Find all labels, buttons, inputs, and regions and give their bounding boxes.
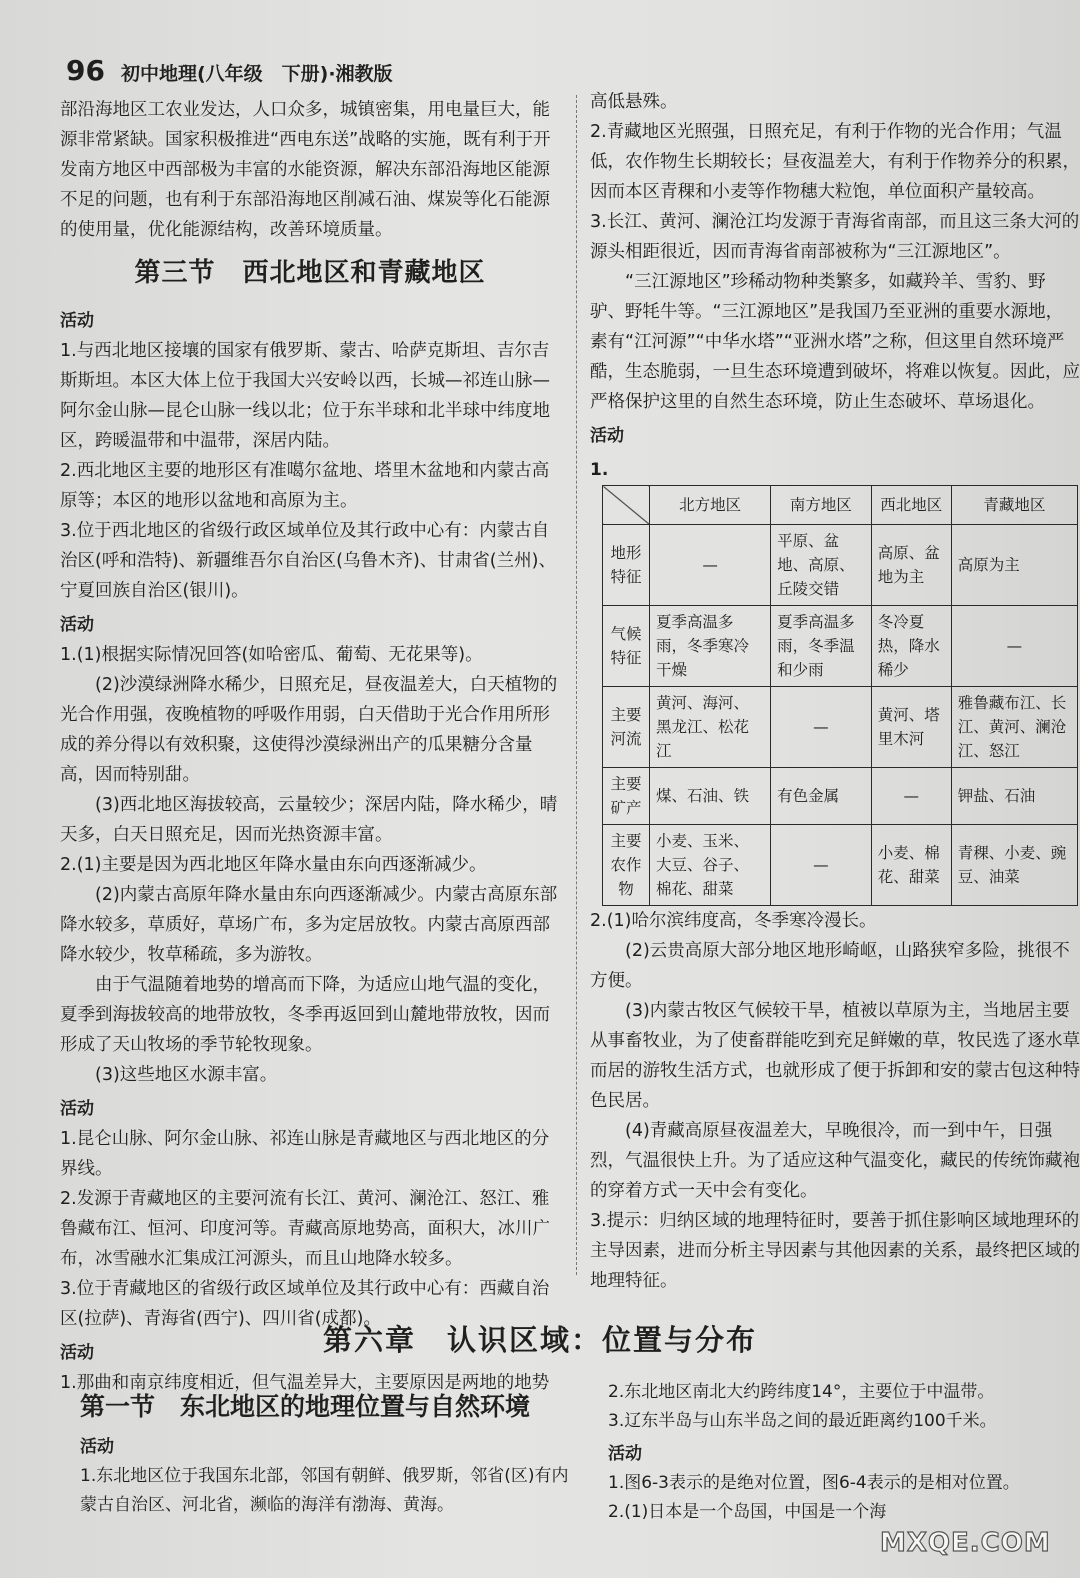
table-cell: 夏季高温多雨，冬季温和少雨 xyxy=(771,606,872,687)
region-comparison-table xyxy=(602,485,1078,906)
table-header: 青藏地区 xyxy=(951,486,1077,525)
answer-paragraph: 1.东北地区位于我国东北部，邻国有朝鲜、俄罗斯，邻省(区)有内蒙古自治区、河北省，濒临的海洋有渤海、黄海。 xyxy=(80,1466,569,1515)
answer-paragraph: (4)青藏高原昼夜温差大，早晚很冷，而一到中午，日强烈，气温很快上升。为了适应这种气温变化，藏民的传统饰藏袍的穿着方式一天中会有变化。 xyxy=(590,1121,1080,1201)
answer-paragraph: 由于气温随着地势的增高而下降，为适应山地气温的变化，夏季到海拔较高的地带放牧，冬季再返回到山麓地带放牧，因而形成了天山牧场的季节轮牧现象。 xyxy=(60,975,550,1055)
answer-paragraph: 2.(1)日本是一个岛国，中国是一个海 xyxy=(608,1502,887,1522)
table-cell: 青稞、小麦、豌豆、油菜 xyxy=(951,825,1077,906)
table-row xyxy=(603,825,1078,906)
table-cell: — xyxy=(951,606,1077,687)
row-label: 主要农作物 xyxy=(603,825,650,906)
table-cell: 黄河、海河、黑龙江、松花江 xyxy=(650,687,771,768)
table-header: 西北地区 xyxy=(871,486,951,525)
table-header: 南方地区 xyxy=(771,486,872,525)
table-cell: 钾盐、石油 xyxy=(951,768,1077,825)
answer-paragraph: (2)沙漠绿洲降水稀少，日照充足，昼夜温差大，白天植物的光合作用强，夜晚植物的呼吸作用弱，白天借助于光合作用所形成的养分得以有效积聚，这使得沙漠绿洲出产的瓜果糖分含量高，因而特别甜。 xyxy=(60,675,558,785)
answer-paragraph: 2.(1)哈尔滨纬度高，冬季寒冷漫长。 xyxy=(590,911,877,931)
answer-paragraph: (3)内蒙古牧区气候较干旱，植被以草原为主，当地居主要从事畜牧业，为了使畜群能吃到充足鲜嫩的草，牧民选了逐水草而居的游牧生活方式，也就形成了便于拆卸和安的蒙古包这种特色民居。 xyxy=(590,1001,1080,1111)
activity-label: 活动 xyxy=(60,1343,94,1363)
watermark: MXQE.COM xyxy=(880,1528,1051,1558)
left-column xyxy=(60,95,560,1398)
table-cell: 高原、盆地为主 xyxy=(871,525,951,606)
answer-paragraph: 2.发源于青藏地区的主要河流有长江、黄河、澜沧江、怒江、雅鲁藏布江、恒河、印度河等。青藏高原地势高，面积大，冰川广布，冰雪融水汇集成江河源头，而且山地降水较多。 xyxy=(60,1189,550,1269)
answer-paragraph: 1.(1)根据实际情况回答(如哈密瓜、葡萄、无花果等)。 xyxy=(60,645,483,665)
table-cell: 黄河、塔里木河 xyxy=(871,687,951,768)
answer-paragraph: 3.提示：归纳区域的地理特征时，要善于抓住影响区域地理环的主导因素，进而分析主导因素与其他因素的关系，最终把区域的地理特征。 xyxy=(590,1211,1080,1291)
table-cell: 夏季高温多雨，冬季寒冷干燥 xyxy=(650,606,771,687)
table-cell: — xyxy=(871,768,951,825)
table-cell: 冬冷夏热，降水稀少 xyxy=(871,606,951,687)
column-divider xyxy=(576,95,577,1275)
answer-paragraph: 高低悬殊。 xyxy=(590,92,678,112)
activity-label: 活动 xyxy=(60,311,94,331)
answer-paragraph: 2.西北地区主要的地形区有准噶尔盆地、塔里木盆地和内蒙古高原等；本区的地形以盆地和高原为主。 xyxy=(60,461,550,511)
activity-label: 活动 xyxy=(590,426,624,446)
answer-paragraph: “三江源地区”珍稀动物种类繁多，如藏羚羊、雪豹、野驴、野牦牛等。“三江源地区”是我国乃至亚洲的重要水源地，素有“江河源”“中华水塔”“亚洲水塔”之称，但这里自然环境严酷，生态脆弱，一旦生态环境遭到破坏，将难以恢复。因此，应严格保护这里的自然生态环境，防止生态破坏、草场退化。 xyxy=(590,272,1080,412)
table-row xyxy=(603,687,1078,768)
answer-paragraph: 1.昆仑山脉、阿尔金山脉、祁连山脉是青藏地区与西北地区的分界线。 xyxy=(60,1129,550,1179)
answer-paragraph: 1.那曲和南京纬度相近，但气温差异大，主要原因是两地的地势 xyxy=(60,1373,550,1393)
answer-paragraph: 2.东北地区南北大约跨纬度14°，主要位于中温带。 xyxy=(608,1382,995,1402)
page-header xyxy=(66,54,393,90)
table-header-row xyxy=(603,486,1078,525)
table-cell: 小麦、棉花、甜菜 xyxy=(871,825,951,906)
section-title: 第三节 西北地区和青藏地区 xyxy=(134,258,486,288)
table-row xyxy=(603,768,1078,825)
table-row xyxy=(603,525,1078,606)
answer-paragraph: 3.位于青藏地区的省级行政区域单位及其行政中心有：西藏自治区(拉萨)、青海省(西宁)、四川省(成都)。 xyxy=(60,1279,550,1329)
answer-paragraph: (2)云贵高原大部分地区地形崎岖，山路狭窄多险，挑很不方便。 xyxy=(590,941,1070,991)
answer-paragraph: 1.图6-3表示的是绝对位置，图6-4表示的是相对位置。 xyxy=(608,1473,1020,1493)
answer-paragraph: 3.辽东半岛与山东半岛之间的最近距离约100千米。 xyxy=(608,1411,997,1431)
activity-label: 活动 xyxy=(60,1099,94,1119)
book-title: 初中地理(八年级 下册)·湘教版 xyxy=(120,63,393,85)
row-label: 气候特征 xyxy=(603,606,650,687)
activity-label: 活动 xyxy=(80,1437,114,1457)
table-cell: 煤、石油、铁 xyxy=(650,768,771,825)
answer-paragraph: (2)内蒙古高原年降水量由东向西逐渐减少。内蒙古高原东部降水较多，草质好，草场广布，多为定居放牧。内蒙古高原西部降水较少，牧草稀疏，多为游牧。 xyxy=(60,885,558,965)
bottom-left-column xyxy=(80,1392,580,1520)
table-cell: 雅鲁藏布江、长江、黄河、澜沧江、怒江 xyxy=(951,687,1077,768)
table-cell: — xyxy=(771,825,872,906)
section-title: 第一节 东北地区的地理位置与自然环境 xyxy=(80,1392,531,1421)
table-cell: 有色金属 xyxy=(771,768,872,825)
row-label: 主要河流 xyxy=(603,687,650,768)
table-cell: — xyxy=(771,687,872,768)
answer-paragraph: (3)这些地区水源丰富。 xyxy=(60,1065,278,1085)
intro-paragraph: 部沿海地区工农业发达，人口众多，城镇密集，用电量巨大，能源非常紧缺。国家积极推进“西电东送”战略的实施，既有利于开发南方地区中西部极为丰富的水能资源，解决东部沿海地区能源不足的问题，也有利于东部沿海地区削减石油、煤炭等化石能源的使用量，优化能源结构，改善环境质量。 xyxy=(60,100,551,240)
table-cell: 小麦、玉米、大豆、谷子、棉花、甜菜 xyxy=(650,825,771,906)
table-row xyxy=(603,606,1078,687)
table-cell: — xyxy=(650,525,771,606)
chapter-title: 第六章 认识区域：位置与分布 xyxy=(322,1323,757,1357)
table-cell: 高原为主 xyxy=(951,525,1077,606)
answer-paragraph: 1.与西北地区接壤的国家有俄罗斯、蒙古、哈萨克斯坦、吉尔吉斯斯坦。本区大体上位于我国大兴安岭以西，长城—祁连山脉—阿尔金山脉—昆仑山脉一线以北；位于东半球和北半球中纬度地区，跨暖温带和中温带，深居内陆。 xyxy=(60,341,550,451)
activity-label: 活动 xyxy=(60,615,94,635)
bottom-right-column xyxy=(608,1378,1080,1527)
answer-paragraph: 3.长江、黄河、澜沧江均发源于青海省南部，而且这三条大河的源头相距很近，因而青海省南部被称为“三江源地区”。 xyxy=(590,212,1080,262)
page-number: 96 xyxy=(66,54,105,87)
table-header: 北方地区 xyxy=(650,486,771,525)
activity-label: 活动 xyxy=(608,1444,642,1464)
table-corner-cell xyxy=(603,486,650,525)
table-cell: 平原、盆地、高原、丘陵交错 xyxy=(771,525,872,606)
answer-paragraph: (3)西北地区海拔较高，云量较少；深居内陆，降水稀少，晴天多，白天日照充足，因而光热资源丰富。 xyxy=(60,795,558,845)
table-number: 1. xyxy=(590,460,609,480)
right-column xyxy=(590,87,1080,1296)
answer-paragraph: 2.青藏地区光照强，日照充足，有利于作物的光合作用；气温低，农作物生长期较长；昼夜温差大，有利于作物养分的积累，因而本区青稞和小麦等作物穗大粒饱，单位面积产量较高。 xyxy=(590,122,1080,202)
row-label: 地形特征 xyxy=(603,525,650,606)
answer-paragraph: 2.(1)主要是因为西北地区年降水量由东向西逐渐减少。 xyxy=(60,855,487,875)
row-label: 主要矿产 xyxy=(603,768,650,825)
answer-paragraph: 3.位于西北地区的省级行政区域单位及其行政中心有：内蒙古自治区(呼和浩特)、新疆维吾尔自治区(乌鲁木齐)、甘肃省(兰州)、宁夏回族自治区(银川)。 xyxy=(60,521,556,601)
